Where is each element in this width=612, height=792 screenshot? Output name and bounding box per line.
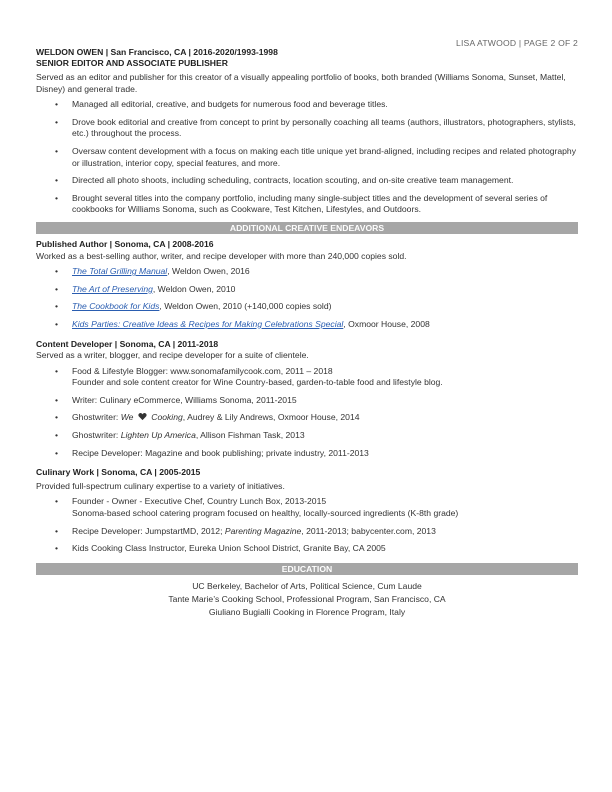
list-item: • Managed all editorial, creative, and budgets for numerous food and beverage titles. — [36, 99, 578, 111]
blogger-description: Founder and sole content creator for Wine Country-based, garden-to-table food and lifestyle blog. — [72, 377, 443, 388]
list-item — [36, 284, 578, 296]
heart-icon — [138, 412, 147, 421]
list-item — [36, 412, 578, 424]
book-title-part: We — [120, 412, 134, 423]
resume-page — [36, 34, 578, 619]
book-details: , Weldon Owen, 2016 — [167, 266, 250, 277]
education-line: Tante Marie’s Cooking School, Professional Program, San Francisco, CA — [168, 593, 446, 604]
published-section — [36, 239, 578, 331]
education-line: Giuliano Bugialli Cooking in Florence Program, Italy — [208, 606, 406, 617]
list-item: • Directed all photo shoots, including scheduling, contracts, location scouting, and on-site creative team management. — [36, 175, 578, 187]
job-bullets — [36, 99, 578, 216]
culinary-heading: Culinary Work | Sonoma, CA | 2005-2015 — [36, 467, 201, 478]
book-details: , Weldon Owen, 2010 — [152, 283, 236, 294]
job-company-line: WELDON OWEN | San Francisco, CA | 2016-2020/1993-1998 — [36, 47, 278, 57]
section-band-creative: ADDITIONAL CREATIVE ENDEAVORS — [36, 222, 578, 234]
job-section — [36, 47, 578, 216]
content-section — [36, 339, 578, 460]
content-items — [36, 366, 578, 460]
list-item — [36, 366, 578, 389]
content-heading: Content Developer | Sonoma, CA | 2011-2018 — [36, 338, 219, 349]
list-item — [36, 526, 578, 538]
list-item — [36, 496, 578, 519]
culinary-section — [36, 467, 578, 555]
blogger-line: • Food & Lifestyle Blogger: www.sonomafamilycook.com, 2011 – 2018 — [72, 365, 333, 376]
job-summary: Served as an editor and publisher for this creator of a visually appealing portfolio of books, both branded (Williams Sonoma, Sunset, Mattel, Disney) and general trade. — [36, 72, 566, 94]
book-title-part: Cooking — [151, 412, 183, 423]
education-line: UC Berkeley, Bachelor of Arts, Political Science, Cum Laude — [192, 580, 422, 591]
item-rest: , Allison Fishman Task, 2013 — [195, 430, 305, 441]
culinary-summary: Provided full-spectrum culinary expertise to a variety of initiatives. — [36, 480, 285, 491]
item-prefix: Recipe Developer: JumpstartMD, 2012; — [72, 525, 225, 536]
list-item — [36, 319, 578, 331]
item-prefix: Ghostwriter: — [72, 430, 121, 441]
book-link[interactable]: The Cookbook for Kids — [72, 301, 160, 312]
list-item — [36, 266, 578, 278]
culinary-items — [36, 496, 578, 554]
job-title: SENIOR EDITOR AND ASSOCIATE PUBLISHER — [36, 58, 228, 68]
list-item: • Writer: Culinary eCommerce, Williams Sonoma, 2011-2015 — [36, 395, 578, 407]
list-item: • Kids Cooking Class Instructor, Eureka Union School District, Granite Bay, CA 2005 — [36, 543, 578, 555]
magazine-title: Parenting Magazine — [224, 525, 302, 536]
item-prefix: Ghostwriter: — [72, 412, 121, 423]
founder-description: Sonoma-based school catering program focused on healthy, locally-sourced ingredients (K-8th grade) — [72, 508, 459, 519]
book-link[interactable]: The Art of Preserving — [72, 283, 153, 294]
list-item — [36, 430, 578, 442]
list-item: • Brought several titles into the company portfolio, including many single-subject titles and the development of several series of cookbooks for Williams Sonoma, such as Cookware, Test Kitchen, Lifestyles, and Outdoors. — [36, 193, 578, 216]
item-rest: , 2011-2013; babycenter.com, 2013 — [301, 525, 436, 536]
published-books — [36, 266, 578, 330]
book-details: , Weldon Owen, 2010 (+140,000 copies sold) — [159, 301, 332, 312]
founder-line: • Founder - Owner - Executive Chef, Country Lunch Box, 2013-2015 — [72, 496, 327, 507]
book-link[interactable]: The Total Grilling Manual — [72, 266, 168, 277]
published-heading: Published Author | Sonoma, CA | 2008-2016 — [36, 238, 214, 249]
list-item: • Drove book editorial and creative from concept to print by personally coaching all teams (authors, illustrators, photographers, stylists, etc.) throughout the process. — [36, 117, 578, 140]
section-band-education: EDUCATION — [36, 563, 578, 575]
list-item — [36, 301, 578, 313]
list-item: • Oversaw content development with a focus on making each title unique yet brand-aligned, including recipes and related photography or illustration, interior copy, special features, and more. — [36, 146, 578, 169]
list-item: • Recipe Developer: Magazine and book publishing; private industry, 2011-2013 — [36, 448, 578, 460]
education-section — [36, 580, 578, 619]
published-summary: Worked as a best-selling author, writer, and recipe developer with more than 240,000 copies sold. — [36, 250, 407, 261]
book-title: Lighten Up America — [120, 430, 196, 441]
book-link[interactable]: Kids Parties: Creative Ideas & Recipes for Making Celebrations Special — [72, 318, 344, 329]
book-details: , Oxmoor House, 2008 — [343, 318, 430, 329]
page-header-label: LISA ATWOOD | PAGE 2 OF 2 — [455, 38, 578, 48]
item-rest: , Audrey & Lily Andrews, Oxmoor House, 2014 — [182, 412, 360, 423]
content-summary: Served as a writer, blogger, and recipe developer for a suite of clientele. — [36, 350, 309, 361]
